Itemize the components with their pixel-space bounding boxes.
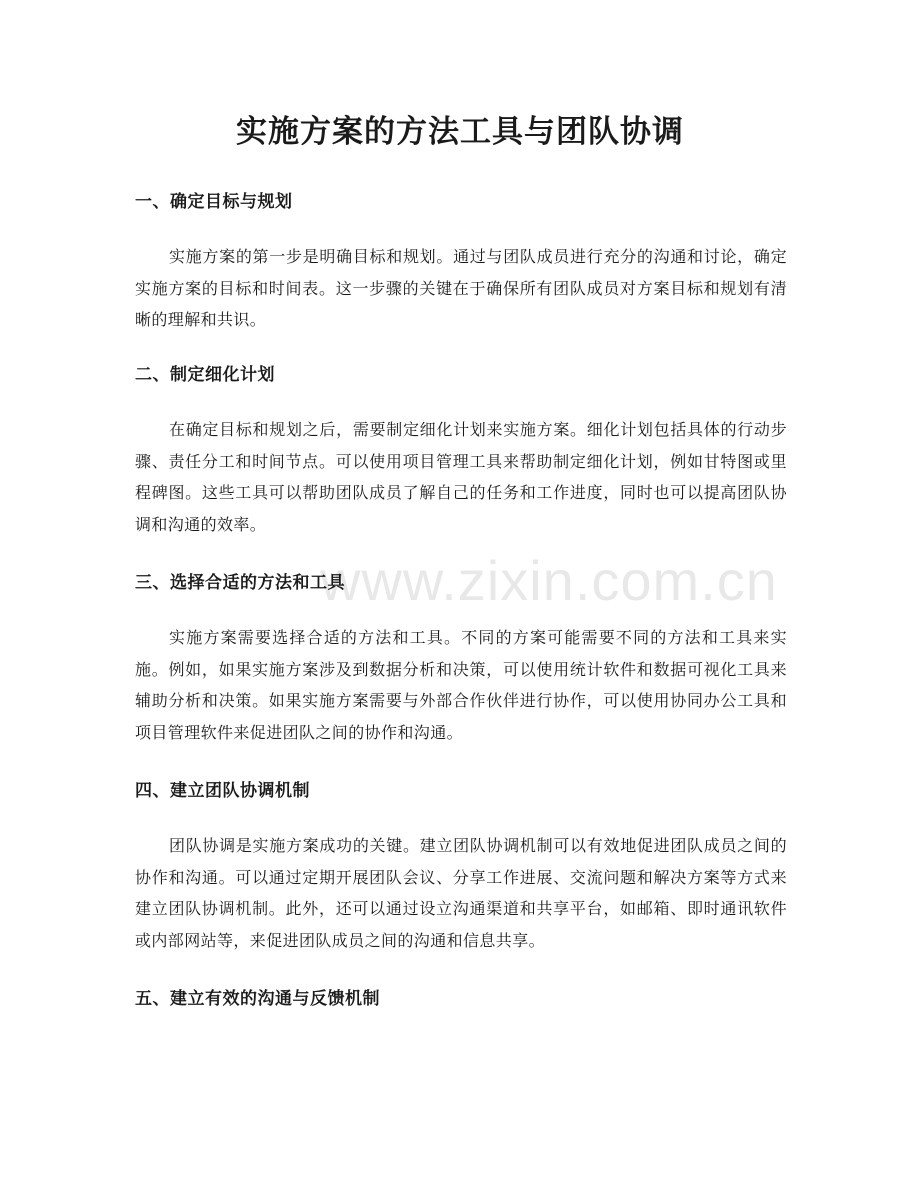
section-paragraph: 实施方案的第一步是明确目标和规划。通过与团队成员进行充分的沟通和讨论，确定实施方案的目标和时间表。这一步骤的关键在于确保所有团队成员对方案目标和规划有清晰的理解和共识。 xyxy=(135,247,787,329)
section-4 xyxy=(135,779,787,956)
section-heading: 四、建立团队协调机制 xyxy=(135,781,310,801)
section-heading: 一、确定目标与规划 xyxy=(135,192,293,212)
section-1 xyxy=(135,190,787,336)
section-paragraph: 在确定目标和规划之后，需要制定细化计划来实施方案。细化计划包括具体的行动步骤、责任分工和时间节点。可以使用项目管理工具来帮助制定细化计划，例如甘特图或里程碑图。这些工具可以帮助团队成员了解自己的任务和工作进度，同时也可以提高团队协调和沟通的效率。 xyxy=(135,420,787,534)
section-3 xyxy=(135,571,787,748)
section-5 xyxy=(135,987,787,1011)
section-heading: 二、制定细化计划 xyxy=(135,365,275,385)
section-paragraph: 团队协调是实施方案成功的关键。建立团队协调机制可以有效地促进团队成员之间的协作和沟通。可以通过定期开展团队会议、分享工作进展、交流问题和解决方案等方式来建立团队协调机制。此外，还可以通过设立沟通渠道和共享平台，如邮箱、即时通讯软件或内部网站等，来促进团队成员之间的沟通和信息共享。 xyxy=(135,836,787,950)
page-title: 实施方案的方法工具与团队协调 xyxy=(236,114,684,150)
section-heading: 五、建立有效的沟通与反馈机制 xyxy=(135,989,380,1009)
section-2 xyxy=(135,363,787,540)
section-paragraph: 实施方案需要选择合适的方法和工具。不同的方案可能需要不同的方法和工具来实施。例如，如果实施方案涉及到数据分析和决策，可以使用统计软件和数据可视化工具来辅助分析和决策。如果实施方案需要与外部合作伙伴进行协作，可以使用协同办公工具和项目管理软件来促进团队之间的协作和沟通。 xyxy=(135,628,787,742)
section-heading: 三、选择合适的方法和工具 xyxy=(135,573,345,593)
watermark: www.zixin.com.cn xyxy=(320,549,778,612)
